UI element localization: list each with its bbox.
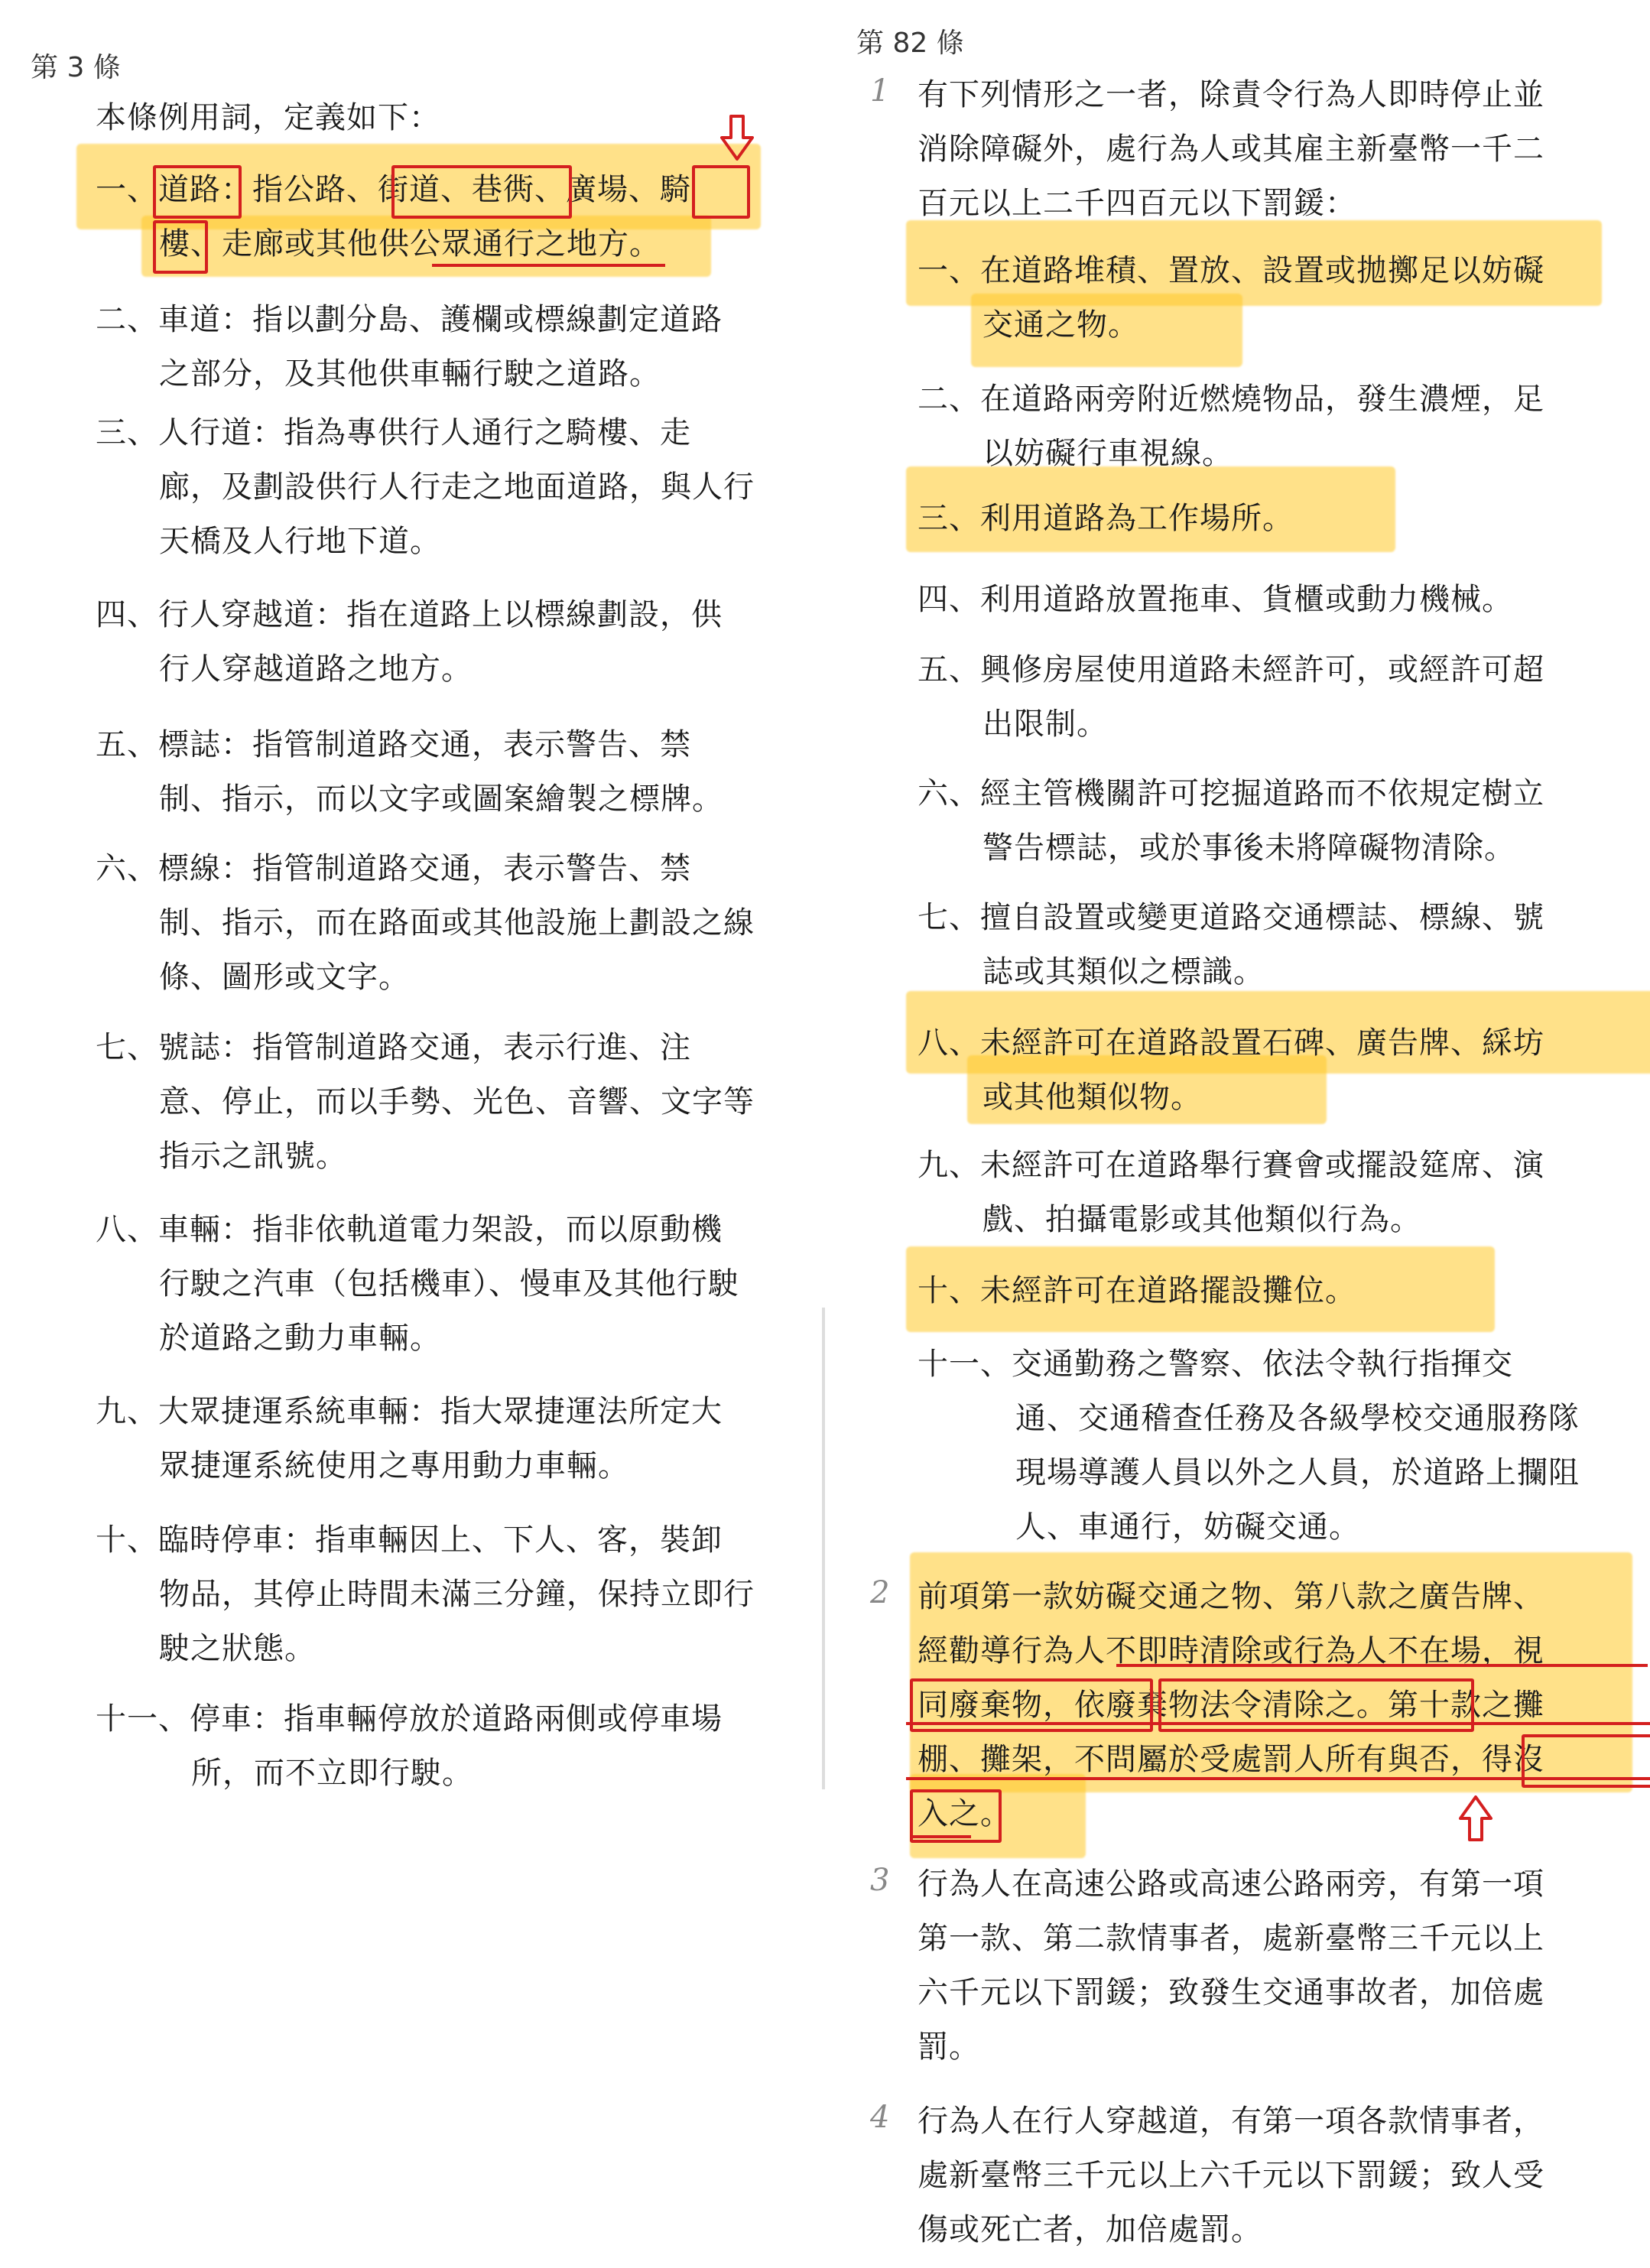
clause-item-8-line: 八、未經許可在道路設置石碑、廣告牌、綵坊 [918,1025,1544,1061]
paragraph-1-line: 有下列情形之一者，除責令行為人即時停止並 [918,77,1544,112]
box-qi [692,165,750,219]
up-arrow-icon [1459,1795,1492,1841]
paragraph-2-line: 入之。 [918,1796,1012,1831]
box-jiedao-xiangxiang [391,165,572,219]
definition-item-9-line: 九、大眾捷運系統車輛：指大眾捷運法所定大 [96,1394,723,1429]
column-divider [822,1308,825,1789]
box-yifeiqiwu [1158,1678,1474,1732]
clause-item-5-line: 出限制。 [983,707,1108,742]
definition-item-7-line: 意、停止，而以手勢、光色、音響、文字等 [159,1084,755,1119]
definition-item-11-line: 所，而不立即行駛。 [191,1756,473,1791]
definition-item-8-line: 於道路之動力車輛。 [159,1321,441,1356]
box-de-mo [1522,1734,1650,1788]
clause-item-1-line: 交通之物。 [983,307,1139,343]
definition-item-10-line: 駛之狀態。 [159,1631,316,1666]
intro-text: 本條例用詞，定義如下： [96,100,440,135]
definition-item-5-line: 制、指示，而以文字或圖案繪製之標牌。 [159,781,723,817]
definition-item-9-line: 眾捷運系統使用之專用動力車輛。 [159,1448,629,1483]
clause-item-1-line: 一、在道路堆積、置放、設置或拋擲足以妨礙 [918,253,1544,288]
clause-item-9-line: 戲、拍攝電影或其他類似行為。 [983,1202,1421,1237]
underline-p2-line2 [1116,1664,1648,1667]
definition-item-8-line: 八、車輛：指非依軌道電力架設，而以原動機 [96,1212,723,1247]
clause-item-7-line: 七、擅自設置或變更道路交通標誌、標線、號 [918,900,1544,935]
clause-item-6-line: 警告標誌，或於事後未將障礙物清除。 [983,830,1515,866]
clause-item-10-line: 十、未經許可在道路擺設攤位。 [918,1273,1356,1308]
definition-item-7-line: 指示之訊號。 [159,1139,347,1174]
paragraph-number: 3 [870,1863,890,1898]
definition-item-4-line: 四、行人穿越道：指在道路上以標線劃設，供 [96,597,723,632]
box-ruzhi [910,1789,1002,1843]
clause-item-9-line: 九、未經許可在道路舉行賽會或擺設筵席、演 [918,1148,1544,1183]
paragraph-2-line: 經勸導行為人不即時清除或行為人不在場，視 [918,1633,1544,1669]
underline-public [432,264,665,267]
clause-item-2-line: 二、在道路兩旁附近燃燒物品，發生濃煙，足 [918,382,1544,417]
clause-item-4-line: 四、利用道路放置拖車、貨櫃或動力機械。 [918,582,1513,617]
paragraph-4-line: 行為人在行人穿越道，有第一項各款情事者， [918,2104,1544,2139]
definition-item-2-line: 二、車道：指以劃分島、護欄或標線劃定道路 [96,302,723,337]
definition-item-10-line: 物品，其停止時間未滿三分鐘，保持立即行 [159,1577,755,1612]
definition-item-3-line: 三、人行道：指為專供行人通行之騎樓、走 [96,415,691,450]
clause-item-11-line: 十一、交通勤務之警察、依法令執行指揮交 [918,1347,1513,1382]
definition-item-7-line: 七、號誌：指管制道路交通，表示行進、注 [96,1030,691,1065]
paragraph-3-line: 行為人在高速公路或高速公路兩旁，有第一項 [918,1867,1544,1902]
article-title: 第 3 條 [31,52,121,83]
paragraph-3-line: 第一款、第二款情事者，處新臺幣三千元以上 [918,1921,1544,1956]
clause-item-11-line: 人、車通行，妨礙交通。 [1015,1509,1360,1545]
paragraph-4-line: 處新臺幣三千元以上六千元以下罰鍰；致人受 [918,2158,1544,2193]
box-tongfeiqiwu [910,1678,1153,1732]
definition-item-4-line: 行人穿越道路之地方。 [159,651,473,687]
clause-item-8-line: 或其他類似物。 [983,1080,1202,1115]
definition-item-5-line: 五、標誌：指管制道路交通，表示警告、禁 [96,727,691,762]
box-daolu [153,165,242,219]
definition-item-1-line: 一、道路：指公路、街道、巷衖、廣場、騎 [96,172,691,207]
paragraph-2-line: 前項第一款妨礙交通之物、第八款之廣告牌、 [918,1579,1544,1614]
definition-item-11-line: 十一、停車：指車輛停放於道路兩側或停車場 [96,1701,723,1737]
definition-item-6-line: 制、指示，而在路面或其他設施上劃設之線 [159,905,755,941]
paragraph-number: 4 [870,2100,890,2135]
paragraph-number: 1 [870,73,890,109]
clause-item-7-line: 誌或其類似之標識。 [983,954,1265,989]
box-lou [153,220,208,274]
definition-item-6-line: 條、圖形或文字。 [159,960,410,995]
article-title: 第 82 條 [856,28,964,59]
definition-item-3-line: 天橋及人行地下道。 [159,524,441,559]
definition-item-2-line: 之部分，及其他供車輛行駛之道路。 [159,356,661,392]
paragraph-2-line: 同廢棄物，依廢棄物法令清除之。第十款之攤 [918,1688,1544,1723]
definition-item-3-line: 廊，及劃設供行人行走之地面道路，與人行 [159,470,755,505]
clause-item-3-line: 三、利用道路為工作場所。 [918,501,1294,536]
definition-item-6-line: 六、標線：指管制道路交通，表示警告、禁 [96,851,691,886]
clause-item-5-line: 五、興修房屋使用道路未經許可，或經許可超 [918,652,1544,687]
definition-item-1-line: 樓、走廊或其他供公眾通行之地方。 [159,226,661,262]
definition-item-8-line: 行駛之汽車（包括機車）、慢車及其他行駛 [159,1266,739,1301]
paragraph-3-line: 六千元以下罰鍰；致發生交通事故者，加倍處 [918,1975,1544,2010]
paragraph-1-line: 消除障礙外，處行為人或其雇主新臺幣一千二 [918,132,1544,167]
paragraph-4-line: 傷或死亡者，加倍處罰。 [918,2212,1262,2247]
paragraph-number: 2 [870,1575,890,1610]
paragraph-3-line: 罰。 [918,2029,980,2065]
clause-item-6-line: 六、經主管機關許可挖掘道路而不依規定樹立 [918,776,1544,811]
clause-item-2-line: 以妨礙行車視線。 [983,436,1233,471]
clause-item-11-line: 通、交通稽查任務及各級學校交通服務隊 [1015,1401,1580,1436]
clause-item-11-line: 現場導護人員以外之人員，於道路上攔阻 [1015,1455,1580,1490]
definition-item-10-line: 十、臨時停車：指車輛因上、下人、客，裝卸 [96,1522,723,1558]
paragraph-1-line: 百元以上二千四百元以下罰鍰： [918,186,1356,221]
paragraph-2-line: 棚、攤架，不問屬於受處罰人所有與否，得沒 [918,1742,1544,1777]
down-arrow-icon [720,115,754,161]
